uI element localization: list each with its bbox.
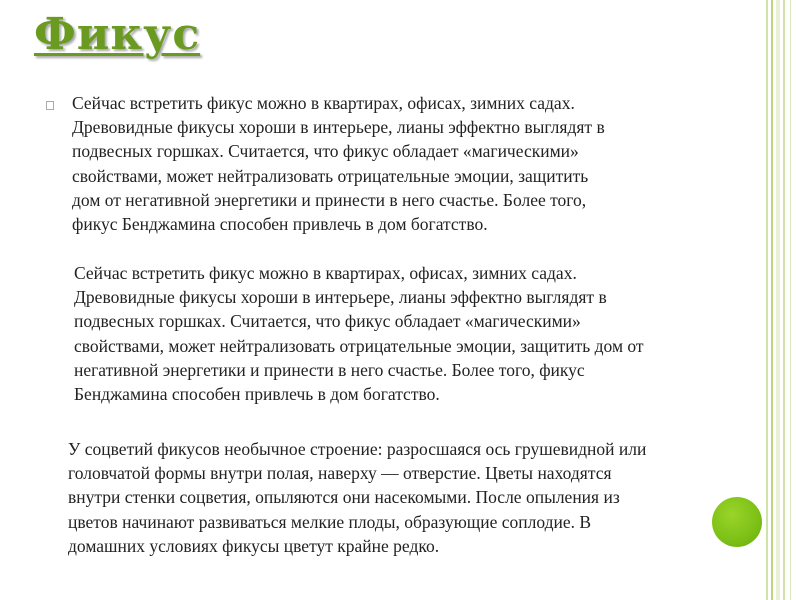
text-line: домашних условиях фикусы цветут крайне редко. [68,535,440,556]
text-line: У соцветий фикусов необычное строение: разросшаяся ось грушевидной или [68,439,647,459]
paragraph-3 [68,437,646,558]
decorative-stripe [766,0,768,600]
decorative-stripe [783,0,785,600]
text-line: Древовидные фикусы хороши в интерьере, лианы эффектно выглядят в [74,287,607,308]
text-line: подвесных горшках. Считается, что фикус обладает «магическими» [72,141,579,162]
text-line: Бенджамина способен привлечь в дом богатство. [74,384,440,405]
text-line: Древовидные фикусы хороши в интерьере, лианы эффектно выглядят в [72,117,605,138]
text-line: дом от негативной энергетики и принести в него счастье. Более того, [72,189,587,210]
text-line: цветов начинают развиваться мелкие плоды, образующие соплодие. В [68,511,592,532]
text-line: подвесных горшках. Считается, что фикус обладает «магическими» [74,311,581,332]
decorative-stripe [776,0,780,600]
slide-title: Фикус [34,9,201,60]
text-line: свойствами, может нейтрализовать отрицательные эмоции, защитить дом от [74,335,644,356]
decorative-stripe [771,0,773,600]
green-circle-icon [712,497,762,547]
text-line: внутри стенки соцветия, опыляются они насекомыми. После опыления из [68,487,620,508]
text-line: Сейчас встретить фикус можно в квартирах, офисах, зимних садах. [74,263,577,283]
bullet-square-icon [46,101,54,110]
text-line: фикус Бенджамина способен привлечь в дом богатство. [72,214,488,235]
paragraph-1 [72,91,605,236]
paragraph-2 [74,261,644,406]
text-line: головчатой формы внутри полая, наверху — отверстие. Цветы находятся [68,463,612,484]
text-line: негативной энергетики и принести в него счастье. Более того, фикус [74,359,585,380]
text-line: свойствами, может нейтрализовать отрицательные эмоции, защитить [72,165,589,186]
decorative-stripe [790,0,791,600]
text-line: Сейчас встретить фикус можно в квартирах, офисах, зимних садах. [72,93,575,113]
